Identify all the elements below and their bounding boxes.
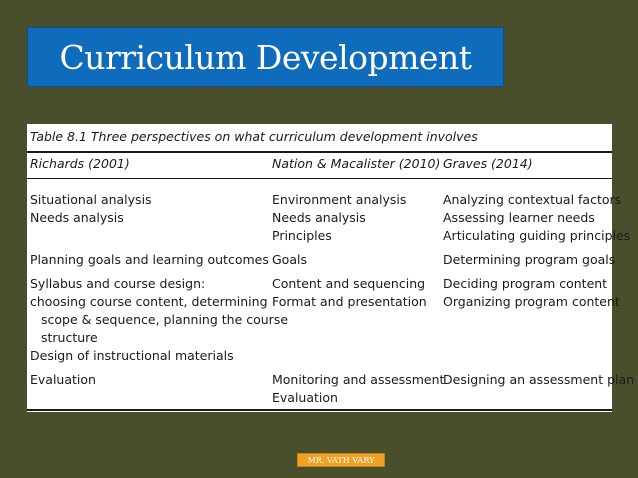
cell-line: Principles <box>272 228 332 243</box>
table-bottom-rule <box>27 409 612 411</box>
footer-author-tag: MR. VATH VARY <box>297 453 385 467</box>
table-caption: Table 8.1 Three perspectives on what curriculum development involves <box>30 129 478 144</box>
header-nation: Nation & Macalister (2010) <box>272 156 441 171</box>
table-row-3-richards <box>30 275 288 365</box>
table-row-2-graves <box>443 251 615 269</box>
cell-line: Organizing program content <box>443 294 620 309</box>
cell-line: structure <box>41 330 98 345</box>
cell-line: Articulating guiding principles <box>443 228 631 243</box>
cell-line: Needs analysis <box>272 210 366 225</box>
cell-line: Determining program goals <box>443 252 616 267</box>
cell-line: scope & sequence, planning the course <box>41 312 289 327</box>
table-row-1-nation <box>272 191 406 245</box>
cell-line: Monitoring and assessment <box>272 372 445 387</box>
cell-line: Evaluation <box>30 372 96 387</box>
cell-line: Environment analysis <box>272 192 407 207</box>
table-row-4-graves <box>443 371 634 389</box>
table-row-4-richards <box>30 371 96 389</box>
header-richards: Richards (2001) <box>30 156 130 171</box>
header-graves: Graves (2014) <box>443 156 533 171</box>
cell-line: Planning goals and learning outcomes <box>30 252 269 267</box>
table-row-3-graves <box>443 275 620 311</box>
slide-title: Curriculum Development <box>59 37 472 77</box>
cell-line: Situational analysis <box>30 192 152 207</box>
cell-line: Content and sequencing <box>272 276 426 291</box>
cell-line: Syllabus and course design: <box>30 276 206 291</box>
cell-line: Analyzing contextual factors <box>443 192 622 207</box>
header-rule <box>27 178 612 179</box>
table-row-4-nation <box>272 371 444 407</box>
cell-line: Goals <box>272 252 307 267</box>
cell-line: Design of instructional materials <box>30 348 234 363</box>
table-row-2-nation <box>272 251 307 269</box>
table-top-rule <box>27 151 612 153</box>
table-row-1-richards <box>30 191 152 227</box>
table-row-3-nation <box>272 275 427 311</box>
cell-line: Format and presentation <box>272 294 427 309</box>
cell-line: Deciding program content <box>443 276 608 291</box>
cell-line: Evaluation <box>272 390 338 405</box>
curriculum-table <box>27 124 635 412</box>
cell-line: Designing an assessment plan <box>443 372 635 387</box>
table-row-2-richards <box>30 251 269 269</box>
cell-line: choosing course content, determining <box>30 294 268 309</box>
slide-title-box <box>27 27 504 87</box>
table-row-1-graves <box>443 191 630 245</box>
cell-line: Needs analysis <box>30 210 124 225</box>
cell-line: Assessing learner needs <box>443 210 595 225</box>
